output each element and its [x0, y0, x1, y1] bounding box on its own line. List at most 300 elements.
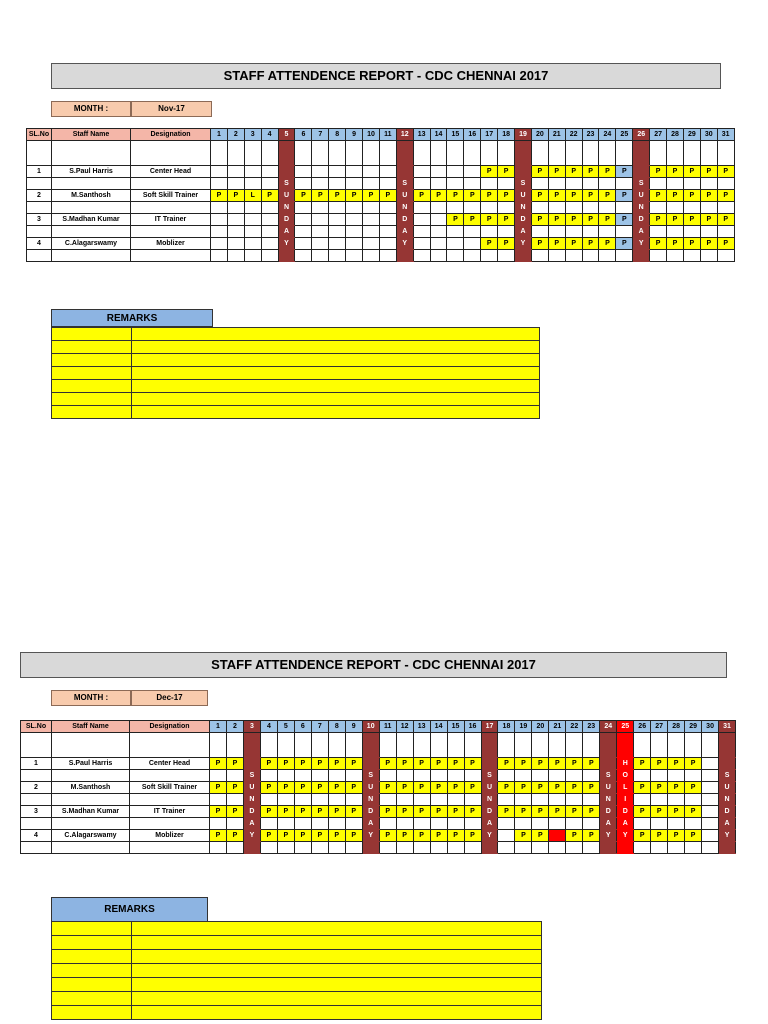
empty-cell	[130, 842, 210, 854]
empty-cell	[261, 141, 278, 166]
empty-cell	[447, 794, 464, 806]
attendance-cell: P	[464, 214, 481, 226]
attendance-cell: P	[311, 758, 328, 770]
day-header: 30	[700, 129, 717, 141]
empty-cell	[549, 770, 566, 782]
attendance-cell: P	[226, 782, 243, 794]
empty-cell	[683, 141, 700, 166]
attendance-cell: P	[277, 758, 294, 770]
sunday-cell: A	[243, 818, 260, 830]
empty-cell	[634, 818, 651, 830]
attendance-cell: P	[549, 782, 566, 794]
sunday-cell: N	[515, 202, 532, 214]
sunday-cell	[719, 758, 736, 770]
attendance-cell: P	[328, 782, 345, 794]
attendance-cell	[261, 214, 278, 226]
empty-cell	[651, 770, 668, 782]
attendance-cell: P	[328, 806, 345, 818]
sunday-cell: Y	[243, 830, 260, 842]
sunday-cell: N	[719, 794, 736, 806]
staff-designation: Center Head	[130, 758, 210, 770]
remarks-index-cell[interactable]	[52, 393, 132, 406]
staff-name: S.Paul Harris	[52, 758, 130, 770]
empty-cell	[226, 733, 243, 758]
attendance-cell: P	[566, 758, 583, 770]
attendance-cell: P	[447, 806, 464, 818]
empty-cell	[413, 178, 430, 190]
empty-cell	[566, 733, 583, 758]
sunday-cell: Y	[278, 238, 295, 250]
empty-cell	[27, 202, 52, 214]
attendance-cell: P	[532, 830, 549, 842]
attendance-cell: P	[668, 758, 685, 770]
empty-cell	[345, 794, 362, 806]
attendance-cell	[447, 166, 464, 178]
empty-cell	[700, 202, 717, 214]
remarks-text-cell[interactable]	[132, 922, 542, 936]
attendance-cell	[413, 166, 430, 178]
empty-cell	[651, 818, 668, 830]
empty-cell	[515, 794, 532, 806]
empty-cell	[481, 226, 498, 238]
empty-cell	[52, 250, 131, 262]
attendance-cell: P	[650, 190, 667, 202]
empty-cell	[131, 178, 211, 190]
sunday-cell: A	[278, 226, 295, 238]
attendance-cell: P	[582, 190, 599, 202]
sunday-cell: S	[515, 178, 532, 190]
empty-cell	[548, 226, 565, 238]
attendance-cell	[227, 238, 244, 250]
empty-cell	[363, 178, 380, 190]
remarks-index-cell[interactable]	[52, 354, 132, 367]
empty-cell	[531, 226, 548, 238]
attendance-cell	[430, 214, 447, 226]
remarks-text-cell[interactable]	[132, 328, 540, 341]
empty-cell	[447, 770, 464, 782]
empty-cell	[599, 141, 616, 166]
attendance-cell: P	[498, 806, 515, 818]
day-header: 25	[616, 129, 633, 141]
remarks-index-cell[interactable]	[52, 922, 132, 936]
empty-cell	[379, 733, 396, 758]
empty-cell	[566, 818, 583, 830]
attendance-cell: P	[549, 758, 566, 770]
empty-cell	[211, 202, 228, 214]
staff-designation: Moblizer	[131, 238, 211, 250]
empty-cell	[582, 141, 599, 166]
empty-cell	[481, 250, 498, 262]
remarks-index-cell[interactable]	[52, 992, 132, 1006]
attendance-cell: P	[447, 190, 464, 202]
empty-cell	[328, 770, 345, 782]
remarks-index-cell[interactable]	[52, 950, 132, 964]
empty-cell	[210, 770, 227, 782]
remarks-text-cell[interactable]	[132, 341, 540, 354]
sunday-cell	[719, 842, 736, 854]
staff-designation: Soft Skill Trainer	[131, 190, 211, 202]
empty-cell	[634, 842, 651, 854]
empty-cell	[261, 226, 278, 238]
empty-cell	[227, 202, 244, 214]
sunday-cell: U	[243, 782, 260, 794]
empty-cell	[430, 141, 447, 166]
sunday-cell	[515, 166, 532, 178]
empty-cell	[379, 818, 396, 830]
empty-cell	[599, 226, 616, 238]
attendance-cell: P	[227, 190, 244, 202]
empty-cell	[312, 141, 329, 166]
empty-cell	[430, 818, 447, 830]
attendance-cell: P	[481, 166, 498, 178]
empty-cell	[27, 178, 52, 190]
empty-cell	[295, 226, 312, 238]
attendance-cell: P	[683, 238, 700, 250]
empty-cell	[311, 818, 328, 830]
attendance-cell	[363, 238, 380, 250]
staff-sl: 4	[21, 830, 52, 842]
day-header: 29	[683, 129, 700, 141]
staff-designation: Moblizer	[130, 830, 210, 842]
attendance-cell: P	[548, 214, 565, 226]
empty-cell	[582, 202, 599, 214]
sunday-cell: A	[600, 818, 617, 830]
attendance-cell: P	[634, 806, 651, 818]
empty-cell	[430, 770, 447, 782]
attendance-cell: P	[413, 830, 430, 842]
remarks-text-cell[interactable]	[132, 978, 542, 992]
sunday-cell	[278, 250, 295, 262]
empty-cell	[396, 818, 413, 830]
sunday-cell: U	[633, 190, 650, 202]
day-header: 2	[227, 129, 244, 141]
empty-cell	[668, 818, 685, 830]
sunday-cell: A	[396, 226, 413, 238]
attendance-cell: P	[430, 830, 447, 842]
attendance-cell: P	[413, 758, 430, 770]
empty-cell	[329, 250, 346, 262]
sunday-cell	[719, 733, 736, 758]
empty-cell	[447, 202, 464, 214]
empty-cell	[294, 770, 311, 782]
empty-cell	[650, 250, 667, 262]
empty-cell	[261, 178, 278, 190]
day-header: 27	[651, 721, 668, 733]
day-header: 5	[277, 721, 294, 733]
remarks-index-cell[interactable]	[52, 380, 132, 393]
empty-cell	[634, 733, 651, 758]
empty-cell	[21, 770, 52, 782]
attendance-cell: P	[294, 758, 311, 770]
empty-cell	[226, 794, 243, 806]
empty-cell	[211, 226, 228, 238]
sunday-cell: D	[633, 214, 650, 226]
sunday-cell: A	[719, 818, 736, 830]
remarks-text-cell[interactable]	[132, 393, 540, 406]
empty-cell	[294, 733, 311, 758]
remarks-index-cell[interactable]	[52, 936, 132, 950]
remarks-text-cell[interactable]	[132, 406, 540, 419]
empty-cell	[379, 202, 396, 214]
remarks-index-cell[interactable]	[52, 341, 132, 354]
empty-cell	[685, 770, 702, 782]
sunday-cell: S	[633, 178, 650, 190]
day-header: 25	[617, 721, 634, 733]
attendance-cell: P	[379, 758, 396, 770]
attendance-cell: P	[413, 806, 430, 818]
day-header: 30	[702, 721, 719, 733]
sunday-cell: N	[396, 202, 413, 214]
remarks-text-cell[interactable]	[132, 950, 542, 964]
staff-name: S.Madhan Kumar	[52, 214, 131, 226]
empty-cell	[683, 226, 700, 238]
day-header: 17	[481, 129, 498, 141]
empty-cell	[685, 794, 702, 806]
sunday-cell	[481, 758, 498, 770]
day-header: 17	[481, 721, 498, 733]
empty-cell	[549, 842, 566, 854]
empty-cell	[447, 178, 464, 190]
remarks-text-cell[interactable]	[132, 354, 540, 367]
remarks-index-cell[interactable]	[52, 367, 132, 380]
day-header: 19	[515, 129, 532, 141]
holiday-cell: Y	[617, 830, 634, 842]
empty-cell	[464, 770, 481, 782]
attendance-cell: P	[328, 758, 345, 770]
day-header: 18	[498, 721, 515, 733]
attendance-cell: P	[345, 806, 362, 818]
remarks-index-cell[interactable]	[52, 978, 132, 992]
attendance-cell: P	[430, 806, 447, 818]
attendance-grid	[20, 720, 736, 854]
attendance-cell: P	[261, 190, 278, 202]
day-header: 16	[464, 721, 481, 733]
attendance-cell: P	[447, 830, 464, 842]
empty-cell	[211, 250, 228, 262]
sunday-cell	[481, 733, 498, 758]
attendance-cell: P	[634, 758, 651, 770]
sunday-cell: A	[481, 818, 498, 830]
empty-cell	[430, 794, 447, 806]
day-header: 6	[294, 721, 311, 733]
empty-cell	[346, 202, 363, 214]
attendance-cell: P	[260, 806, 277, 818]
empty-cell	[413, 226, 430, 238]
attendance-cell: P	[651, 830, 668, 842]
empty-cell	[379, 178, 396, 190]
day-header: 31	[719, 721, 736, 733]
sunday-cell	[278, 166, 295, 178]
empty-cell	[651, 842, 668, 854]
sunday-cell: S	[719, 770, 736, 782]
empty-cell	[21, 794, 52, 806]
remarks-text-cell[interactable]	[132, 992, 542, 1006]
sunday-cell: U	[278, 190, 295, 202]
remarks-index-cell[interactable]	[52, 1006, 132, 1020]
empty-cell	[396, 794, 413, 806]
remarks-index-cell[interactable]	[52, 964, 132, 978]
attendance-cell	[430, 238, 447, 250]
empty-cell	[464, 250, 481, 262]
remarks-table	[51, 921, 542, 1020]
empty-cell	[549, 733, 566, 758]
attendance-cell	[261, 238, 278, 250]
sunday-cell: Y	[633, 238, 650, 250]
attendance-cell: P	[700, 166, 717, 178]
sunday-cell	[600, 842, 617, 854]
attendance-cell	[312, 238, 329, 250]
empty-cell	[700, 141, 717, 166]
attendance-cell	[464, 166, 481, 178]
sunday-cell: D	[278, 214, 295, 226]
remarks-text-cell[interactable]	[132, 1006, 542, 1020]
empty-cell	[345, 818, 362, 830]
empty-cell	[21, 842, 52, 854]
remarks-index-cell[interactable]	[52, 406, 132, 419]
remarks-header: REMARKS	[51, 897, 208, 922]
sunday-cell: U	[515, 190, 532, 202]
attendance-cell: P	[498, 782, 515, 794]
staff-name: S.Paul Harris	[52, 166, 131, 178]
empty-cell	[430, 226, 447, 238]
empty-cell	[583, 818, 600, 830]
empty-cell	[311, 733, 328, 758]
col-header-sl: SL.No	[27, 129, 52, 141]
attendance-cell	[312, 166, 329, 178]
attendance-cell	[702, 806, 719, 818]
sunday-cell: S	[278, 178, 295, 190]
day-header: 21	[548, 129, 565, 141]
attendance-cell: P	[464, 782, 481, 794]
attendance-cell	[430, 166, 447, 178]
empty-cell	[566, 842, 583, 854]
empty-cell	[52, 770, 130, 782]
day-header: 7	[311, 721, 328, 733]
empty-cell	[447, 250, 464, 262]
day-header: 7	[312, 129, 329, 141]
attendance-cell: P	[582, 166, 599, 178]
empty-cell	[582, 178, 599, 190]
attendance-cell: P	[329, 190, 346, 202]
attendance-cell: P	[464, 190, 481, 202]
empty-cell	[27, 226, 52, 238]
empty-cell	[379, 250, 396, 262]
empty-cell	[211, 141, 228, 166]
empty-cell	[329, 178, 346, 190]
empty-cell	[21, 818, 52, 830]
day-header: 12	[396, 129, 413, 141]
empty-cell	[311, 770, 328, 782]
day-header: 12	[396, 721, 413, 733]
day-header: 20	[532, 721, 549, 733]
attendance-cell: P	[498, 238, 515, 250]
empty-cell	[447, 842, 464, 854]
empty-cell	[413, 202, 430, 214]
attendance-cell: P	[634, 782, 651, 794]
empty-cell	[650, 178, 667, 190]
remarks-text-cell[interactable]	[132, 380, 540, 393]
empty-cell	[130, 794, 210, 806]
day-header: 4	[260, 721, 277, 733]
attendance-cell: P	[616, 166, 633, 178]
attendance-cell	[211, 166, 228, 178]
empty-cell	[227, 250, 244, 262]
day-header: 6	[295, 129, 312, 141]
empty-cell	[650, 226, 667, 238]
empty-cell	[294, 794, 311, 806]
empty-cell	[616, 226, 633, 238]
holiday-cell: D	[617, 806, 634, 818]
empty-cell	[131, 226, 211, 238]
remarks-text-cell[interactable]	[132, 367, 540, 380]
day-header: 22	[566, 721, 583, 733]
sunday-cell	[243, 758, 260, 770]
sunday-cell	[515, 141, 532, 166]
empty-cell	[396, 842, 413, 854]
empty-cell	[328, 842, 345, 854]
empty-cell	[531, 178, 548, 190]
sunday-cell	[600, 758, 617, 770]
empty-cell	[702, 842, 719, 854]
attendance-cell: P	[396, 782, 413, 794]
sunday-cell: D	[362, 806, 379, 818]
empty-cell	[583, 733, 600, 758]
attendance-cell: P	[565, 214, 582, 226]
empty-cell	[328, 794, 345, 806]
remarks-text-cell[interactable]	[132, 936, 542, 950]
empty-cell	[261, 250, 278, 262]
attendance-cell: P	[515, 782, 532, 794]
attendance-cell: P	[277, 806, 294, 818]
empty-cell	[498, 141, 515, 166]
empty-cell	[430, 733, 447, 758]
empty-cell	[329, 141, 346, 166]
attendance-cell	[379, 238, 396, 250]
attendance-cell: P	[430, 758, 447, 770]
empty-cell	[700, 250, 717, 262]
empty-cell	[582, 250, 599, 262]
empty-cell	[532, 733, 549, 758]
remarks-header: REMARKS	[51, 309, 213, 327]
attendance-cell: P	[667, 238, 684, 250]
attendance-cell: P	[447, 214, 464, 226]
attendance-cell: P	[717, 190, 734, 202]
empty-cell	[650, 141, 667, 166]
attendance-cell: P	[211, 190, 228, 202]
empty-cell	[131, 141, 211, 166]
empty-cell	[52, 733, 130, 758]
attendance-cell	[346, 238, 363, 250]
empty-cell	[531, 250, 548, 262]
attendance-cell	[498, 830, 515, 842]
empty-cell	[413, 794, 430, 806]
empty-cell	[565, 141, 582, 166]
empty-cell	[634, 770, 651, 782]
remarks-text-cell[interactable]	[132, 964, 542, 978]
empty-cell	[130, 733, 210, 758]
holiday-cell	[617, 733, 634, 758]
attendance-cell	[312, 214, 329, 226]
day-header: 18	[498, 129, 515, 141]
empty-cell	[52, 178, 131, 190]
empty-cell	[515, 733, 532, 758]
empty-cell	[447, 818, 464, 830]
attendance-cell: P	[531, 214, 548, 226]
remarks-index-cell[interactable]	[52, 328, 132, 341]
staff-sl: 1	[21, 758, 52, 770]
staff-name: M.Santhosh	[52, 190, 131, 202]
empty-cell	[565, 226, 582, 238]
